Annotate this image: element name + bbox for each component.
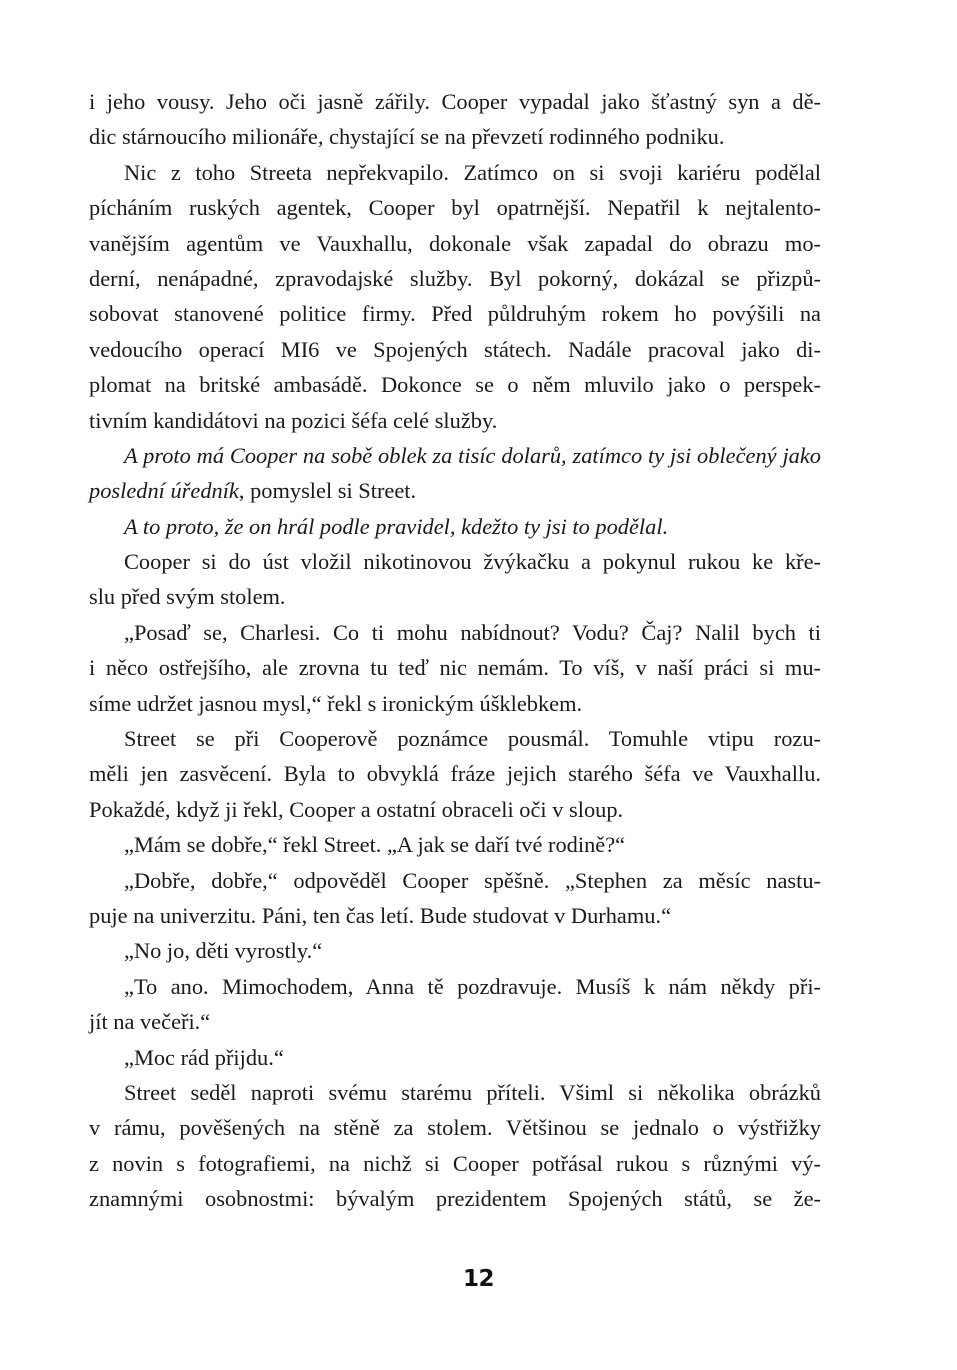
text-line <box>89 473 821 508</box>
text-line: puje na univerzitu. Páni, ten čas letí. Bude studovat v Durhamu.“ <box>89 902 672 928</box>
text-line: pícháním ruských agentek, Cooper byl opatrnější. Nepatřil k nejtalento- <box>89 195 821 221</box>
text-line: „Mám se dobře,“ řekl Street. „A jak se daří tvé rodině?“ <box>124 832 626 858</box>
text-line: jít na večeři.“ <box>89 1009 211 1035</box>
page-number: 12 <box>462 1266 494 1292</box>
text-line: A to proto, že on hrál podle pravidel, kdežto ty jsi to podělal. <box>124 513 669 539</box>
body-text <box>89 84 821 1217</box>
text-line: tivním kandidátovi na pozici šéfa celé služby. <box>89 407 498 433</box>
text-line: „To ano. Mimochodem, Anna tě pozdravuje. Musíš k nám někdy při- <box>124 973 821 999</box>
line-text: , pomyslel si Street. <box>238 478 417 504</box>
text-line: znamnými osobnostmi: bývalým prezidentem Spojených států, se že- <box>89 1186 821 1212</box>
text-line: vanějším agentům ve Vauxhallu, dokonale však zapadal do obrazu mo- <box>89 230 821 256</box>
text-line: v rámu, pověšených na stěně za stolem. Většinou se jednalo o výstřižky <box>89 1115 821 1141</box>
text-line: „Posaď se, Charlesi. Co ti mohu nabídnout? Vodu? Čaj? Nalil bych ti <box>124 619 821 645</box>
text-line: Nic z toho Streeta nepřekvapilo. Zatímco on si svoji kariéru podělal <box>124 159 821 185</box>
text-line: i jeho vousy. Jeho oči jasně zářily. Cooper vypadal jako šťastný syn a dě- <box>89 89 821 114</box>
text-line: Street se při Cooperově poznámce pousmál. Tomuhle vtipu rozu- <box>124 726 821 752</box>
text-line: vedoucího operací MI6 ve Spojených státech. Nadále pracoval jako di- <box>89 336 821 362</box>
text-line: měli jen zasvěcení. Byla to obvyklá fráze jejich starého šéfa ve Vauxhallu. <box>89 761 821 787</box>
text-line: „Dobře, dobře,“ odpověděl Cooper spěšně. „Stephen za měsíc nastu- <box>124 867 821 893</box>
text-line: „No jo, děti vyrostly.“ <box>124 938 323 964</box>
text-line: i něco ostřejšího, ale zrovna tu teď nic nemám. To víš, v naší práci si mu- <box>89 655 821 681</box>
text-line: Cooper si do úst vložil nikotinovou žvýkačku a pokynul rukou ke kře- <box>124 549 821 575</box>
text-line: Street seděl naproti svému starému příteli. Všiml si několika obrázků <box>124 1079 821 1105</box>
text-line: sobovat stanovené politice firmy. Před půldruhým rokem ho povýšili na <box>89 301 821 327</box>
italic-phrase: poslední úředník <box>89 478 239 504</box>
text-line: A proto má Cooper na sobě oblek za tisíc dolarů, zatímco ty jsi oblečený jako <box>124 442 821 468</box>
text-line: Pokaždé, když ji řekl, Cooper a ostatní obraceli oči v sloup. <box>89 796 624 822</box>
text-line: z novin s fotografiemi, na nichž si Cooper potřásal rukou s různými vý- <box>89 1150 821 1176</box>
text-line: síme udržet jasnou mysl,“ řekl s ironickým úšklebkem. <box>89 690 583 716</box>
text-line: dic stárnoucího milionáře, chystající se na převzetí rodinného podniku. <box>89 124 725 150</box>
text-line: plomat na britské ambasádě. Dokonce se o něm mluvilo jako o perspek- <box>89 372 821 398</box>
text-line: slu před svým stolem. <box>89 584 286 610</box>
text-line: derní, nenápadné, zpravodajské služby. Byl pokorný, dokázal se přizpů- <box>89 265 821 291</box>
text-line: „Moc rád přijdu.“ <box>124 1044 284 1070</box>
